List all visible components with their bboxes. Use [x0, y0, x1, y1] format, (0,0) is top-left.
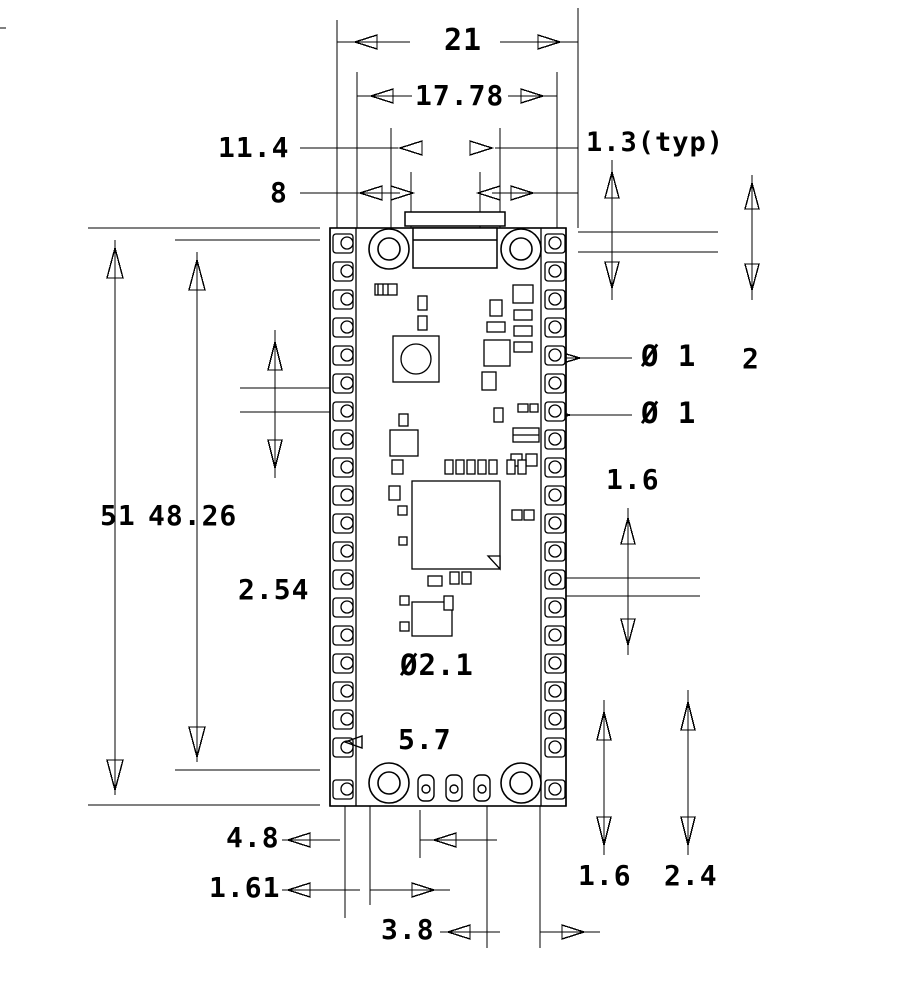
dimension-1-3-typ: 1.3(typ)	[586, 127, 725, 158]
dimension-11-4: 11.4	[218, 131, 290, 164]
dimension-1-61: 1.61	[209, 871, 281, 904]
dimension-17-78: 17.78	[415, 79, 505, 112]
dimension-2-4: 2.4	[664, 859, 718, 892]
dimension-21: 21	[444, 23, 483, 58]
dimension-4-8: 4.8	[226, 821, 280, 854]
dimension-2-54: 2.54	[238, 573, 310, 606]
dimension-1-6-bottom: 1.6	[578, 859, 632, 892]
dimension-diameter-1-top: Ø 1	[641, 339, 697, 373]
dimension-2: 2	[742, 342, 760, 375]
dimension-3-8: 3.8	[381, 913, 435, 946]
dimension-48-26: 48.26	[148, 499, 238, 532]
dimension-diameter-2-1: Ø2.1	[400, 648, 474, 682]
dimension-8: 8	[270, 176, 288, 209]
dimension-5-7: 5.7	[398, 723, 452, 756]
dimension-51: 51	[100, 499, 136, 532]
dimension-diameter-1-bottom: Ø 1	[641, 396, 697, 430]
dimension-1-6-right: 1.6	[606, 463, 660, 496]
